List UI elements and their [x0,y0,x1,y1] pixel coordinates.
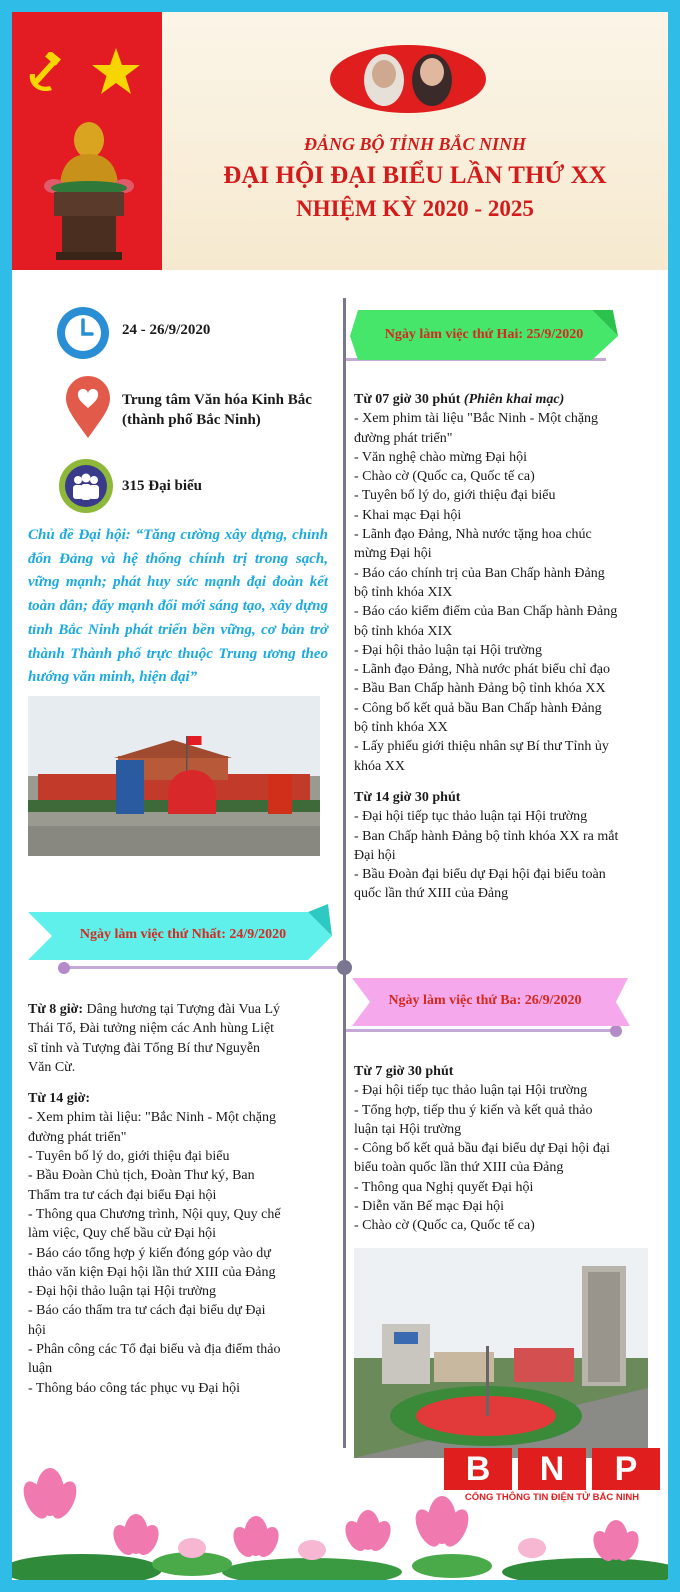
day1-schedule [28,1000,330,1398]
list-item: Thái Tổ, Đài tưởng niệm các Anh hùng Liệt [28,1021,275,1037]
list-item: Dâng hương tại Tượng đài Vua Lý [86,1002,281,1017]
event-venue-line-1: Trung tâm Văn hóa Kinh Bắc [122,392,312,408]
list-item: Đại hội [354,847,396,863]
list-item: - Lấy phiếu giới thiệu nhân sự Bí thư Tỉnh ủy [354,739,609,755]
hammer-sickle-icon [26,52,62,96]
event-venue-line-2: (thành phố Bắc Ninh) [122,412,261,428]
leaders-portrait-image [328,44,488,114]
timeline-connector-day3 [346,1029,616,1032]
day2-afternoon-heading: Từ 14 giờ 30 phút [354,789,461,805]
day2-morning-time: Từ 07 giờ 30 phút [354,392,461,407]
clock-icon [56,306,110,360]
list-item: biểu toàn quốc lần thứ XIII của Đảng [354,1160,564,1176]
list-item: - Báo cáo tổng hợp ý kiến đóng góp vào dự [28,1245,271,1261]
theme-line: chỉnh đốn Đảng và hệ thống chính trị [28,527,328,567]
list-item: - Thông qua Chương trình, Nội quy, Quy chế [28,1206,281,1222]
logo-letter: N [518,1448,586,1490]
list-item: - Đại hội thảo luận tại Hội trường [28,1284,217,1300]
theme-line: Chủ đề Đại hội: “Tăng cường xây dựng, [28,527,288,543]
list-item: - Lãnh đạo Đảng, Nhà nước tặng hoa chúc [354,527,592,543]
list-item: - Tổng hợp, tiếp thu ý kiến và kết quả thảo [354,1102,593,1118]
list-item: khóa XX [354,758,405,774]
list-item: - Đại hội tiếp tục thảo luận tại Hội trường [354,1083,588,1099]
list-item: - Tuyên bố lý do, giới thiệu đại biểu [354,488,556,504]
timeline-connector-day1 [64,966,344,969]
list-item: - Lãnh đạo Đảng, Nhà nước phát biểu chỉ đạo [354,662,611,678]
list-item: mừng Đại hội [354,546,432,562]
day3-banner-label: Ngày làm việc thứ Ba: 26/9/2020 [388,993,582,1008]
party-flag [12,12,162,270]
timeline-dot-day1 [58,962,70,974]
day2-banner-label: Ngày làm việc thứ Hai: 25/9/2020 [384,327,584,342]
list-item: - Chào cờ (Quốc ca, Quốc tế ca) [354,469,535,485]
theme-line: Thành phố trực thuộc Trung ương theo [70,645,328,662]
delegates-group-icon [58,458,114,514]
day2-morning-note: (Phiên khai mạc) [463,392,565,407]
list-item: quốc lần thứ XIII của Đảng [354,886,509,902]
list-item: bộ tỉnh khóa XIX [354,623,453,639]
theme-line: đổi mới sáng tạo, xây dựng tỉnh Bắc Ninh [28,598,329,638]
list-item: sĩ tỉnh và Tượng đài Tổng Bí thư Nguyễn [28,1040,261,1056]
day2-schedule [354,390,654,904]
header-line-2: ĐẠI HỘI ĐẠI BIỂU LẦN THỨ XX [223,162,607,189]
list-item: - Báo cáo chính trị của Ban Chấp hành Đảng [354,565,605,581]
theme-line: trong sạch, vững mạnh; phát huy sức [28,550,328,591]
list-item: - Thông qua Nghị quyết Đại hội [354,1179,534,1195]
list-item: - Xem phim tài liệu "Bắc Ninh - Một chặng [354,411,599,427]
list-item: - Phân công các Tổ đại biểu và địa điểm thảo [28,1342,281,1358]
logo-letter: P [592,1448,660,1490]
delegate-count: 315 Đại biểu [122,478,203,494]
day3-schedule [354,1062,654,1236]
day2-morning-heading [354,390,654,409]
timeline-axis [343,298,346,1448]
list-item: - Công bố kết quả bầu Ban Chấp hành Đảng [354,700,602,716]
list-item: - Ban Chấp hành Đảng bộ tỉnh khóa XX ra mắt [354,828,619,844]
list-item: hội [28,1322,46,1338]
infographic-page [12,12,668,1580]
list-item: - Khai mạc Đại hội [354,507,462,523]
timeline-node-center [337,960,352,975]
theme-line: phát triển bền vững, cơ bản trở thành [28,621,328,662]
list-item: đường phát triển" [28,1129,127,1145]
day1-banner [48,910,318,960]
list-item: luận tại Hội trường [354,1121,462,1137]
list-item: - Thông báo công tác phục vụ Đại hội [28,1380,241,1396]
list-item: Thẩm tra tư cách đại biểu Đại hội [28,1187,217,1203]
list-item: - Chào cờ (Quốc ca, Quốc tế ca) [354,1218,535,1234]
timeline-dot-day3 [610,1025,622,1037]
list-item: - Bầu Ban Chấp hành Đảng bộ tỉnh khóa XX [354,681,606,697]
bust-statue-image [42,112,136,262]
logo-letter: B [444,1448,512,1490]
event-date: 24 - 26/9/2020 [122,322,211,338]
star-icon [90,46,142,98]
logo-tagline: CỔNG THÔNG TIN ĐIỆN TỬ BẮC NINH [464,1492,640,1503]
list-item: thảo văn kiện Đại hội lần thứ XIII của Đảng [28,1264,276,1280]
list-item: đường phát triển" [354,430,453,446]
bnp-letters [444,1448,660,1490]
header-line-3: NHIỆM KỲ 2020 - 2025 [296,196,534,221]
header-line-1: ĐẢNG BỘ TỈNH BẮC NINH [303,134,527,154]
list-item: bộ tỉnh khóa XIX [354,584,453,600]
day1-morning-heading: Từ 8 giờ: [28,1002,84,1017]
list-item: - Báo cáo kiểm điểm của Ban Chấp hành Đảng [354,604,618,620]
list-item: - Văn nghệ chào mừng Đại hội [354,449,527,465]
spacer [28,1077,330,1089]
list-item: - Đại hội tiếp tục thảo luận tại Hội trường [354,809,588,825]
cultural-center-photo [28,696,320,856]
spacer [354,776,654,788]
theme-line: mạnh đại đoàn kết toàn dân; đẩy mạnh [28,574,329,615]
list-item: - Báo cáo thẩm tra tư cách đại biểu dự Đại [28,1303,266,1319]
list-item: làm việc, Quy chế bầu cử Đại hội [28,1226,216,1242]
header-banner [12,12,668,270]
list-item: - Diễn văn Bế mạc Đại hội [354,1199,505,1215]
day1-banner-label: Ngày làm việc thứ Nhất: 24/9/2020 [79,927,287,942]
congress-theme [28,524,328,690]
day2-banner [350,310,618,360]
bnp-logo[interactable] [444,1448,660,1506]
list-item: - Bầu Đoàn Chủ tịch, Đoàn Thư ký, Ban [28,1168,255,1184]
list-item: bộ tỉnh khóa XX [354,720,448,736]
list-item: - Công bố kết quả bầu đại biểu dự Đại hội đại [354,1141,611,1157]
list-item: - Xem phim tài liệu: "Bắc Ninh - Một chặng [28,1110,276,1126]
day1-afternoon-heading: Từ 14 giờ: [28,1091,91,1107]
list-item: luận [28,1361,53,1377]
list-item: - Đại hội thảo luận tại Hội trường [354,642,543,658]
day3-morning-heading: Từ 7 giờ 30 phút [354,1064,454,1079]
list-item: - Bầu Đoàn đại biểu dự Đại hội đại biểu toàn [354,867,606,883]
list-item: Văn Cừ. [28,1059,76,1075]
day3-banner [358,976,612,1026]
list-item: - Tuyên bố lý do, giới thiệu đại biểu [28,1149,230,1165]
city-aerial-photo [354,1248,648,1458]
location-pin-icon [64,376,112,440]
theme-line: hướng văn minh, hiện đại” [28,669,198,686]
